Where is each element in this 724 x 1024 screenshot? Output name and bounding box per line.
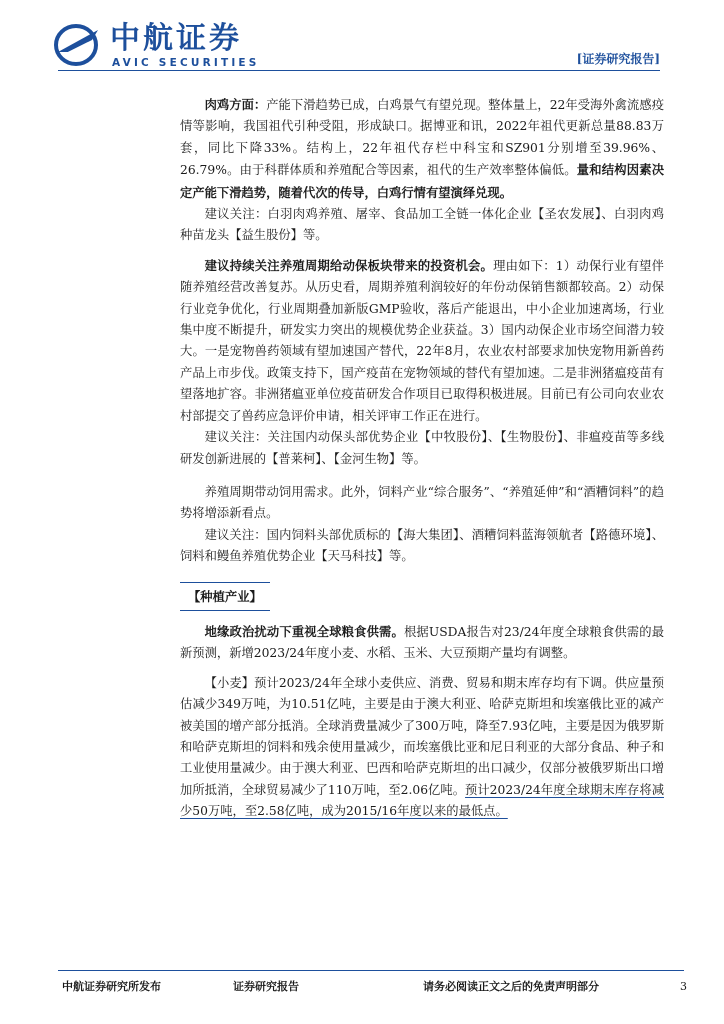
footer-publisher: 中航证券研究所发布 [62,980,161,993]
broiler-suggestion: 建议关注：白羽肉鸡养殖、屠宰、食品加工全链一体化企业【圣农发展】、白羽肉鸡种苗龙头【益生股份】等。 [180,207,664,243]
wheat-text: 【小麦】预计2023/24年全球小麦供应、消费、贸易和期末库存均有下调。供应量预估减少349万吨，为10.51亿吨，主要是由于澳大利亚、哈萨克斯坦和埃塞俄比亚的减产被美国的增产部分抵消。全球消费量减少了300万吨，降至7.93亿吨，主要是因为俄罗斯和哈萨克斯坦的饲料和残余使用量减少，而埃塞俄比亚和尼日利亚的大部分食品、种子和工业使用量减少。由于澳大利亚、巴西和哈萨克斯坦的出口减少，仅部分被俄罗斯出口增加所抵消，全球贸易减少了110万吨，至2.06亿吨。 [180,675,664,797]
header-divider [58,70,660,71]
section-label-planting: 【种植产业】 [180,582,664,611]
footer-report-type: 证券研究报告 [233,980,299,993]
wheat-paragraph [180,673,664,823]
document-type-tag: [证券研究报告] [576,52,660,66]
report-body [180,94,664,823]
page-header [0,0,724,80]
broiler-lead: 肉鸡方面： [204,97,267,112]
animal-health-lead: 建议持续关注养殖周期给动保板块带来的投资机会。 [204,257,494,273]
feed-paragraph: 养殖周期带动饲用需求。此外，饲料产业“综合服务”、“养殖延伸”和“酒糟饲料”的趋势将增添新看点。 [180,484,664,521]
avic-logo-icon [52,22,104,66]
animal-health-paragraph [180,255,664,427]
crop-text: 根据USDA报告对23/24年度全球粮食供需的最新预测，新增2023/24年度小麦、水稻、玉米、大豆预期产量均有调整。 [180,624,664,661]
footer-disclaimer: 请务必阅读正文之后的免责声明部分 [423,980,599,993]
animal-health-text: 理由如下：1）动保行业有望伴随养殖经营改善复苏。从历史看，周期养殖利润较好的年份动保销售额都较高。2）动保行业竞争优化，行业周期叠加新版GMP验收，落后产能退出，中小企业加速离场，行业集中度不断提升，研发实力突出的规模优势企业获益。3）国内动保企业市场空间潜力较大。一是宠物兽药领域有望加速国产替代，22年8月，农业农村部要求加快宠物用新兽药产品上市步伐。政策支持下，国产疫苗在宠物领域的替代有望加速。二是非洲猪瘟疫苗有望落地扩容。非洲猪瘟亚单位疫苗研发合作项目已取得积极进展。目前已有公司向农业农村部提交了兽药应急评价申请，相关评审工作正在进行。 [180,258,664,423]
broiler-text: 产能下滑趋势已成，白鸡景气有望兑现。整体量上，22年受海外禽流感疫情等影响，我国祖代引种受阻，形成缺口。据博亚和讯，2022年祖代更新总量88.83万套，同比下降33%。结构上，22年祖代存栏中科宝和SZ901分别增至39.96%、26.79%。由于科群体质和养殖配合等因素，祖代的生产效率整体偏低。 [180,98,664,178]
brand-name-cn: 中航证券 [110,21,242,56]
broiler-conclusion: 量和结构因素决定产能下滑趋势，随着代次的传导，白鸡行情有望演绎兑现。 [180,162,664,200]
footer-divider [58,970,684,971]
animal-health-suggestion: 建议关注：关注国内动保头部优势企业【中牧股份】、【生物股份】、非瘟疫苗等多线研发创新进展的【普莱柯】、【金河生物】等。 [180,430,664,466]
feed-suggestion: 建议关注：国内饲料头部优质标的【海大集团】、酒糟饲料蓝海领航者【路德环境】、饲料和鳗鱼养殖优势企业【天马科技】等。 [180,527,664,564]
wheat-underlined-conclusion: 预计2023/24年度全球期末库存将减少50万吨，至2.58亿吨，成为2015/16年度以来的最低点。 [180,782,664,819]
page-number: 3 [680,980,687,993]
brand-name-en: AVIC SECURITIES [112,57,260,69]
crop-paragraph [180,621,664,665]
svg-text:AVIC: AVIC [66,53,82,60]
crop-lead: 地缘政治扰动下重视全球粮食供需。 [204,623,404,639]
broiler-paragraph [180,94,664,204]
